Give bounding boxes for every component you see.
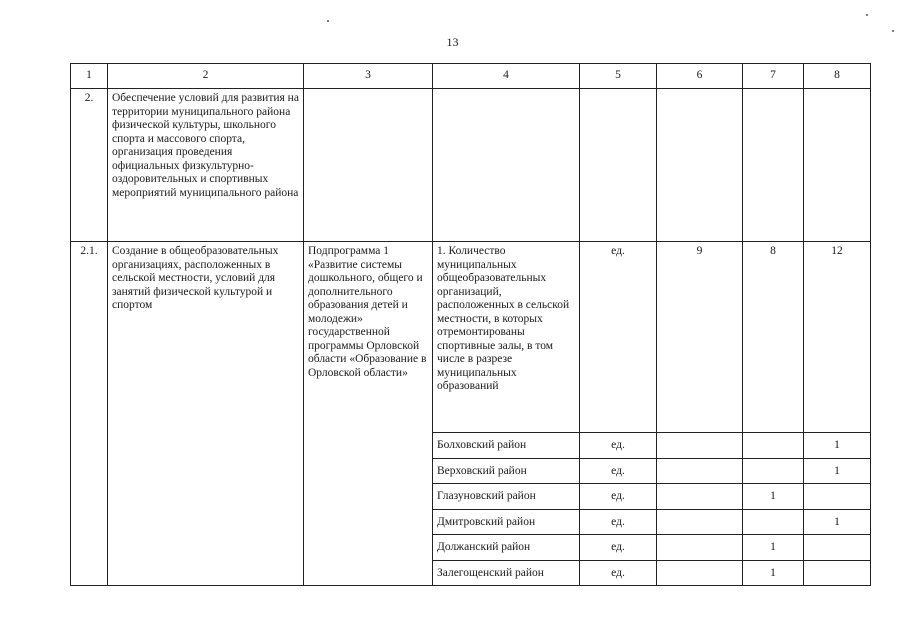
value-cell [804,484,871,510]
district-name: Дмитровский район [433,509,580,535]
table-row [71,89,871,242]
value-cell [743,458,804,484]
value-cell [743,433,804,459]
unit-cell: ед. [580,535,657,561]
program-cell [304,89,433,242]
header-cell: 4 [433,64,580,89]
value-cell: 8 [743,242,804,433]
unit-cell: ед. [580,433,657,459]
value-cell [804,560,871,586]
header-cell: 7 [743,64,804,89]
unit-cell [580,89,657,242]
district-name: Должанский район [433,535,580,561]
program-cell: Подпрограмма 1 «Развитие системы дошкольного, общего и дополнительного образования детей и молодежи» государственной программы Орловской области «Образование в Орловской области» [304,242,433,586]
value-cell [804,89,871,242]
value-cell [804,535,871,561]
row-number: 2.1. [71,242,108,586]
indicator-cell [433,89,580,242]
page-number: 13 [446,35,459,49]
unit-cell: ед. [580,458,657,484]
value-cell [657,509,743,535]
value-cell: 12 [804,242,871,433]
district-name: Болховский район [433,433,580,459]
value-cell: 1 [804,509,871,535]
header-cell: 8 [804,64,871,89]
scan-speck [327,20,329,22]
unit-cell: ед. [580,242,657,433]
value-cell: 1 [804,458,871,484]
value-cell [743,509,804,535]
header-cell: 5 [580,64,657,89]
value-cell: 1 [743,560,804,586]
unit-cell: ед. [580,560,657,586]
table-row [71,242,871,433]
value-cell: 1 [743,535,804,561]
value-cell [657,433,743,459]
indicator-cell: 1. Количество муниципальных общеобразовательных организаций, расположенных в сельской местности, в которых отремонтированы спортивные залы, в том числе в разрезе муниципальных образований [433,242,580,433]
header-cell: 2 [108,64,304,89]
unit-cell: ед. [580,484,657,510]
header-cell: 1 [71,64,108,89]
measure-title: Создание в общеобразовательных организациях, расположенных в сельской местности, условий для занятий физической культурой и спортом [108,242,304,586]
value-cell [743,89,804,242]
value-cell [657,535,743,561]
value-cell [657,458,743,484]
value-cell [657,484,743,510]
measure-title: Обеспечение условий для развития на территории муниципального района физической культуры, школьного спорта и массового спорта, организация проведения официальных физкультурно-оздоровительных и спортивных мероприятий муниципального района [108,89,304,242]
scan-speck [866,14,868,16]
value-cell: 1 [743,484,804,510]
value-cell: 1 [804,433,871,459]
district-name: Глазуновский район [433,484,580,510]
header-row [71,64,871,89]
header-cell: 6 [657,64,743,89]
row-number: 2. [71,89,108,242]
district-name: Верховский район [433,458,580,484]
value-cell [657,560,743,586]
unit-cell: ед. [580,509,657,535]
value-cell: 9 [657,242,743,433]
value-cell [657,89,743,242]
header-cell: 3 [304,64,433,89]
program-table [70,63,871,586]
scan-speck [892,30,894,32]
district-name: Залегощенский район [433,560,580,586]
